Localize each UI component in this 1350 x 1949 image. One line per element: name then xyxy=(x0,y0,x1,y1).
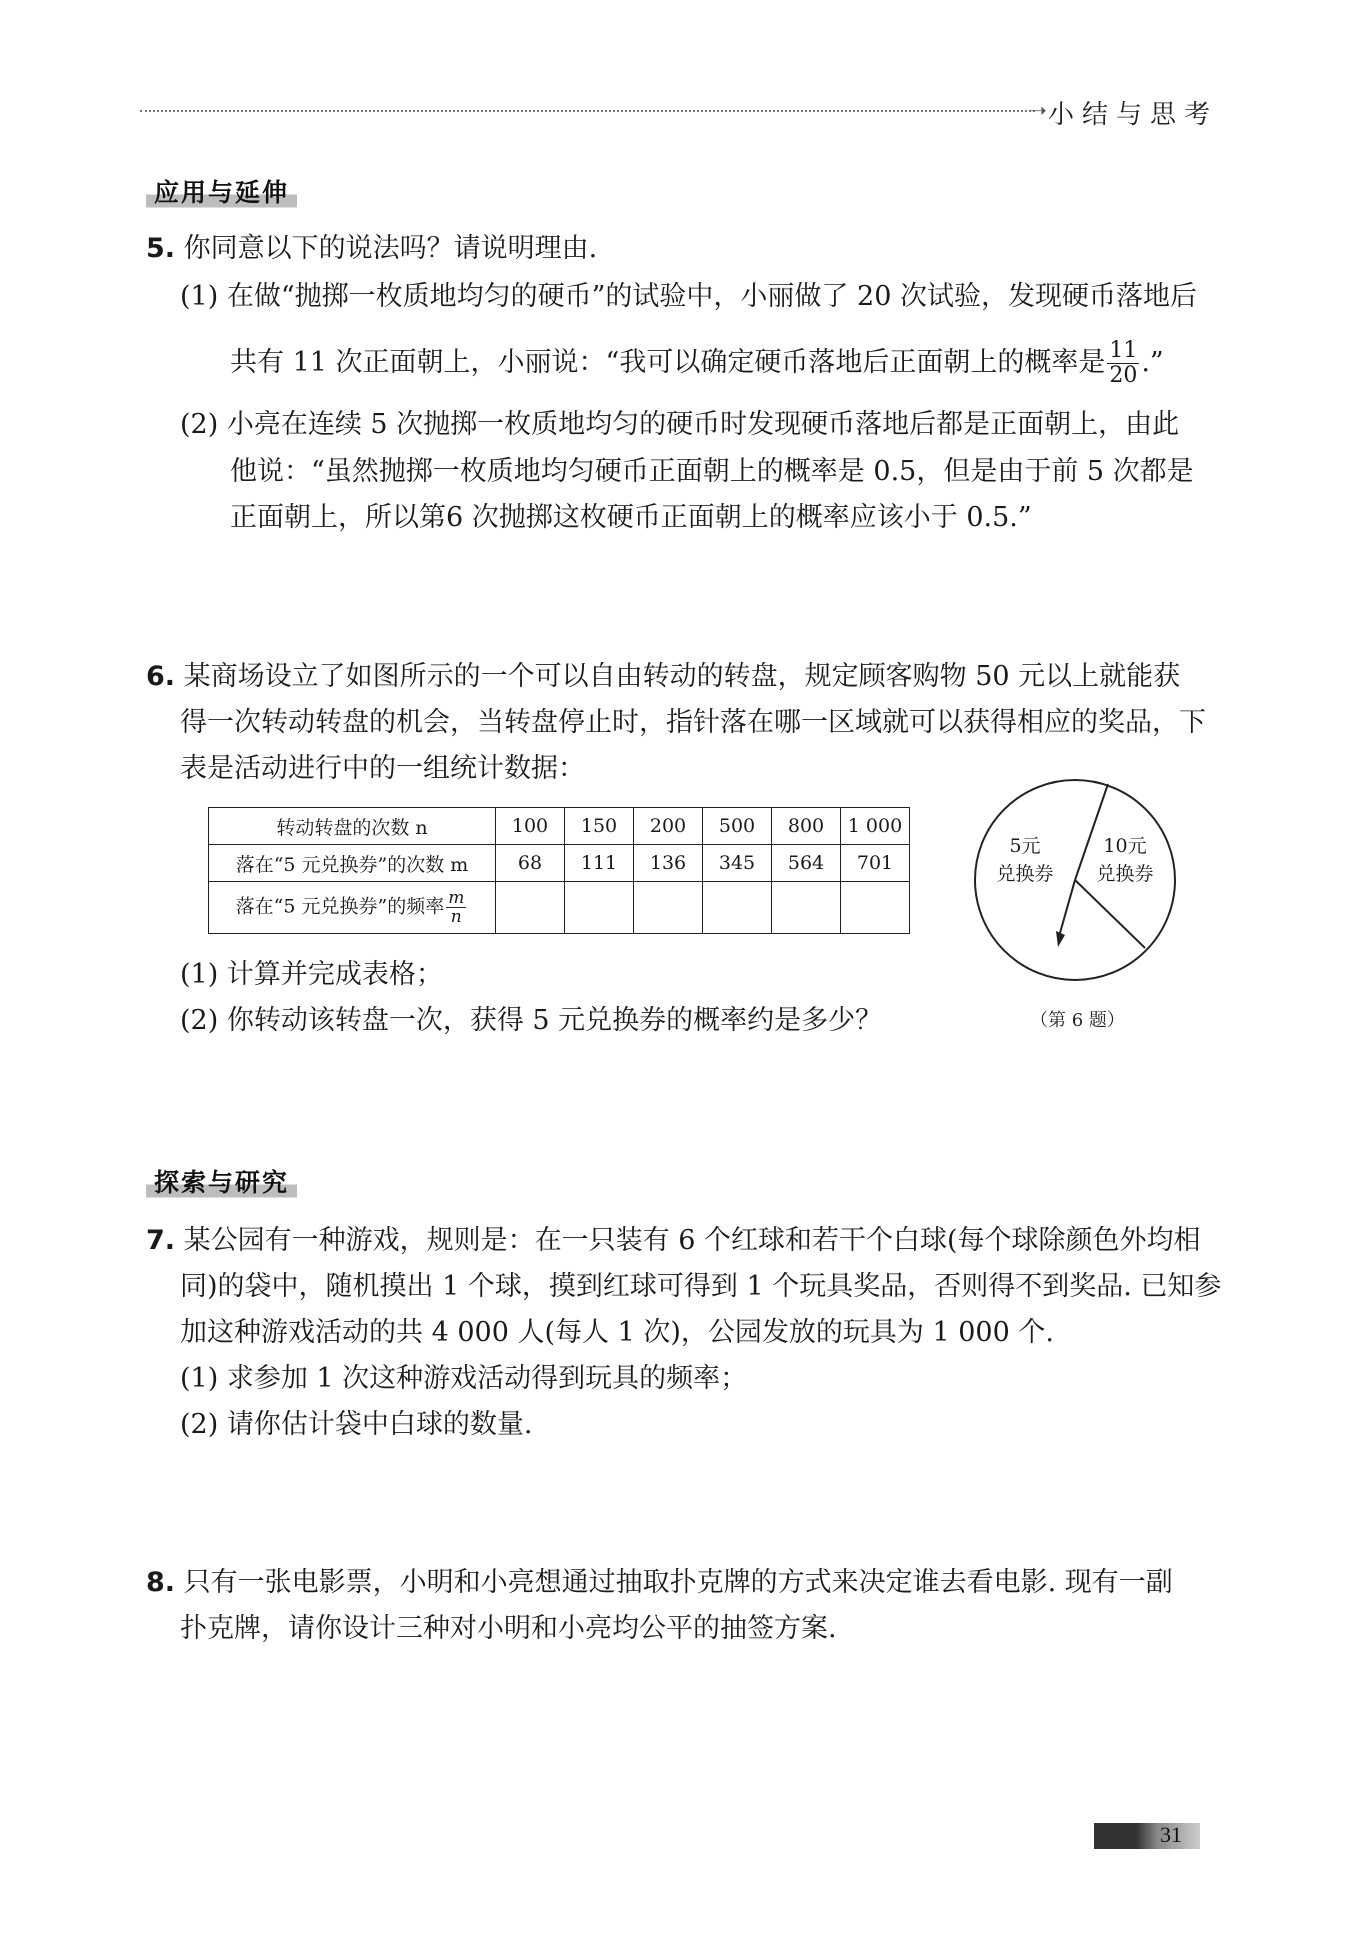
header-title: 小结与思考 xyxy=(1048,100,1219,130)
q5-part2-line2: 他说：“虽然抛掷一枚质地均匀硬币正面朝上的概率是 0.5，但是由于前 5 次都是 xyxy=(230,456,1194,487)
question-7-line1 xyxy=(146,1224,1201,1258)
q5-part1-line2 xyxy=(230,336,1164,390)
table-cell-empty xyxy=(703,882,772,934)
q5-fraction-denominator: 20 xyxy=(1109,363,1138,388)
table-row-label: 落在“5 元兑换券”的次数 m xyxy=(209,845,496,882)
page-number-tab xyxy=(1094,1823,1200,1849)
q5-part2-line1: (2) 小亮在连续 5 次抛掷一枚质地均匀的硬币时发现硬币落地后都是正面朝上，由此 xyxy=(180,409,1180,440)
spinner-divider-bottom xyxy=(1075,880,1145,948)
q6-data-table xyxy=(208,807,910,934)
q5-part2-line3: 正面朝上，所以第6 次抛掷这枚硬币正面朝上的概率应该小于 0.5.” xyxy=(230,502,1032,533)
figure-caption: （第 6 题） xyxy=(1030,1010,1125,1031)
question-5-stem xyxy=(146,232,597,266)
table-cell: 111 xyxy=(565,845,634,882)
section-heading-explore: 探索与研究 xyxy=(146,1166,297,1200)
question-8-line2: 扑克牌，请你设计三种对小明和小亮均公平的抽签方案. xyxy=(180,1613,837,1644)
question-7-line3: 加这种游戏活动的共 4 000 人(每人 1 次)，公园发放的玩具为 1 000 个. xyxy=(180,1317,1054,1348)
table-row-label-text: 落在“5 元兑换券”的频率 xyxy=(235,895,445,918)
table-cell-empty xyxy=(565,882,634,934)
question-6-line2: 得一次转动转盘的机会，当转盘停止时，指针落在哪一区域就可以获得相应的奖品，下 xyxy=(180,707,1206,738)
header-arrow-icon: ➝ xyxy=(1030,98,1047,122)
table-cell: 68 xyxy=(496,845,565,882)
table-cell: 701 xyxy=(841,845,910,882)
table-cell: 345 xyxy=(703,845,772,882)
question-8-line1 xyxy=(146,1566,1173,1600)
table-cell-empty xyxy=(496,882,565,934)
question-7-text: 某公园有一种游戏，规则是：在一只装有 6 个红球和若干个白球(每个球除颜色外均相 xyxy=(183,1225,1201,1256)
section-heading-apply: 应用与延伸 xyxy=(146,176,297,210)
table-cell: 564 xyxy=(772,845,841,882)
table-cell: 100 xyxy=(496,808,565,845)
question-8-text: 只有一张电影票，小明和小亮想通过抽取扑克牌的方式来决定谁去看电影. 现有一副 xyxy=(183,1567,1173,1598)
question-7-line2: 同)的袋中，随机摸出 1 个球，摸到红球可得到 1 个玩具奖品，否则得不到奖品. 已知参 xyxy=(180,1271,1222,1302)
question-5-text: 你同意以下的说法吗？请说明理由. xyxy=(183,233,598,264)
question-6-text: 某商场设立了如图所示的一个可以自由转动的转盘，规定顾客购物 50 元以上就能获 xyxy=(183,661,1181,692)
spinner-label-10yuan-line1: 10元 xyxy=(1103,835,1147,857)
table-row-n xyxy=(209,808,910,845)
table-cell: 500 xyxy=(703,808,772,845)
spinner-label-10yuan-line2: 兑换券 xyxy=(1096,863,1154,885)
q7-sub2: (2) 请你估计袋中白球的数量. xyxy=(180,1409,533,1440)
table-row-label xyxy=(209,882,496,934)
table-fraction-denominator: n xyxy=(450,907,462,927)
table-fraction-numerator: m xyxy=(448,888,465,908)
question-6-line1 xyxy=(146,660,1180,694)
table-cell-empty xyxy=(772,882,841,934)
page-number: 31 xyxy=(1160,1822,1182,1847)
q5-part1-line2-end: .” xyxy=(1141,347,1164,378)
question-8-number: 8. xyxy=(146,1567,176,1598)
spinner-pointer xyxy=(1060,880,1075,933)
table-row-frequency xyxy=(209,882,910,934)
spinner-pointer-arrow-icon xyxy=(1056,931,1065,947)
q6-sub1: (1) 计算并完成表格； xyxy=(180,959,443,990)
table-cell: 1 000 xyxy=(841,808,910,845)
spinner-label-10yuan xyxy=(1088,832,1162,888)
table-fraction xyxy=(446,889,466,926)
q5-part1-line1: (1) 在做“抛掷一枚质地均匀的硬币”的试验中，小丽做了 20 次试验，发现硬币落地后 xyxy=(180,281,1197,312)
table-cell-empty xyxy=(841,882,910,934)
table-cell: 200 xyxy=(634,808,703,845)
question-5-number: 5. xyxy=(146,233,176,264)
header-rule xyxy=(140,110,1035,112)
question-6-number: 6. xyxy=(146,661,176,692)
spinner-label-5yuan-line1: 5元 xyxy=(1009,835,1041,857)
q5-fraction xyxy=(1107,339,1139,388)
q6-sub2: (2) 你转动该转盘一次，获得 5 元兑换券的概率约是多少？ xyxy=(180,1005,883,1036)
table-cell: 136 xyxy=(634,845,703,882)
q5-part1-line2-text: 共有 11 次正面朝上，小丽说：“我可以确定硬币落地后正面朝上的概率是 xyxy=(230,347,1106,378)
table-row-m xyxy=(209,845,910,882)
question-7-number: 7. xyxy=(146,1225,176,1256)
table-cell: 800 xyxy=(772,808,841,845)
table-cell-empty xyxy=(634,882,703,934)
spinner-label-5yuan xyxy=(992,832,1058,888)
table-row-label: 转动转盘的次数 n xyxy=(209,808,496,845)
table-cell: 150 xyxy=(565,808,634,845)
question-6-line3: 表是活动进行中的一组统计数据： xyxy=(180,753,585,784)
spinner-label-5yuan-line2: 兑换券 xyxy=(996,863,1054,885)
q5-fraction-numerator: 11 xyxy=(1109,338,1138,363)
q7-sub1: (1) 求参加 1 次这种游戏活动得到玩具的频率； xyxy=(180,1363,748,1394)
